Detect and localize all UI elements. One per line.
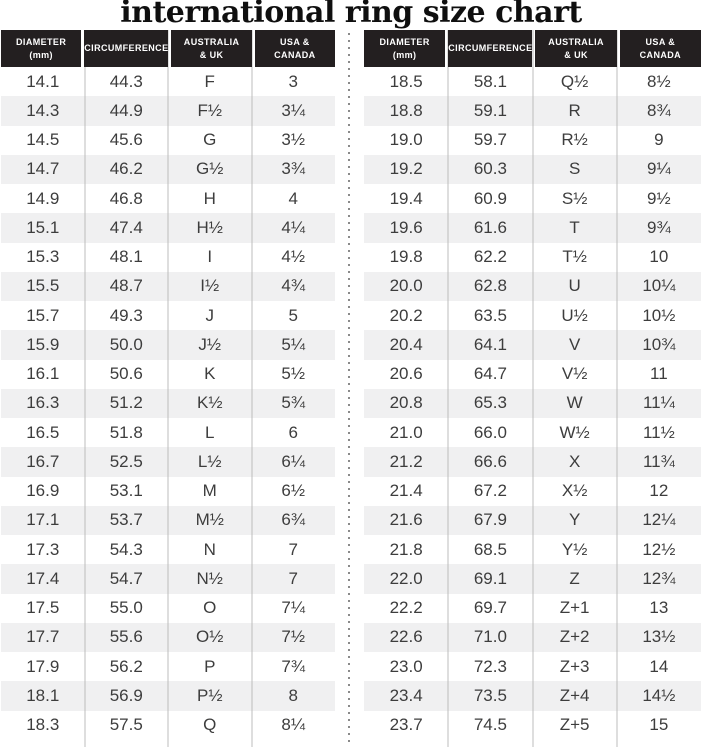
cell-diameter_mm: 21.8 — [389, 539, 423, 559]
cell-usa_canada: 4¾ — [281, 276, 306, 296]
cell-usa_canada: 14 — [649, 656, 669, 676]
cell-diameter_mm: 20.6 — [389, 364, 423, 384]
cell-diameter_mm: 21.2 — [389, 451, 423, 471]
page-title: international ring size chart — [120, 0, 582, 30]
cell-circumference: 56.9 — [109, 685, 143, 705]
cell-circumference: 50.0 — [109, 334, 143, 354]
cell-usa_canada: 12¼ — [642, 510, 676, 530]
cell-diameter_mm: 18.1 — [26, 685, 60, 705]
cell-diameter_mm: 21.0 — [389, 422, 423, 442]
cell-australia_uk: X — [568, 451, 581, 471]
cell-usa_canada: 13½ — [642, 627, 676, 647]
column-header-line: CANADA — [639, 49, 682, 60]
cell-australia_uk: H — [203, 188, 216, 208]
cell-diameter_mm: 19.6 — [389, 217, 423, 237]
cell-circumference: 53.7 — [109, 510, 143, 530]
cell-usa_canada: 5¾ — [281, 393, 306, 413]
cell-australia_uk: T½ — [562, 247, 587, 267]
cell-circumference: 51.8 — [109, 422, 143, 442]
cell-circumference: 51.2 — [109, 393, 143, 413]
cell-australia_uk: P — [204, 656, 216, 676]
column-header-line: CIRCUMFERENCE — [84, 43, 169, 54]
cell-usa_canada: 8 — [288, 685, 298, 705]
cell-circumference: 60.3 — [473, 159, 507, 179]
cell-diameter_mm: 19.4 — [389, 188, 423, 208]
cell-australia_uk: X½ — [561, 481, 588, 501]
cell-australia_uk: V — [568, 334, 581, 354]
cell-usa_canada: 10¼ — [642, 276, 676, 296]
cell-usa_canada: 9¾ — [647, 217, 671, 237]
cell-circumference: 67.9 — [473, 510, 507, 530]
cell-circumference: 58.1 — [473, 71, 507, 91]
cell-australia_uk: R — [568, 100, 581, 120]
cell-australia_uk: V½ — [561, 364, 588, 384]
column-header-circumference — [84, 30, 168, 67]
cell-usa_canada: 5 — [288, 305, 298, 325]
cell-australia_uk: Z — [569, 568, 580, 588]
column-header-line: AUSTRALIA — [183, 36, 240, 47]
cell-diameter_mm: 18.8 — [389, 100, 423, 120]
column-divider — [448, 30, 449, 747]
column-header-line: USA & — [280, 36, 310, 47]
cell-usa_canada: 4¼ — [281, 217, 306, 237]
cell-usa_canada: 4½ — [281, 247, 306, 267]
cell-usa_canada: 5½ — [281, 364, 306, 384]
cell-diameter_mm: 22.6 — [389, 627, 423, 647]
cell-diameter_mm: 18.5 — [389, 71, 423, 91]
cell-circumference: 59.7 — [473, 130, 507, 150]
cell-diameter_mm: 20.2 — [389, 305, 423, 325]
cell-circumference: 67.2 — [473, 481, 507, 501]
cell-diameter_mm: 14.5 — [26, 130, 60, 150]
cell-circumference: 52.5 — [109, 451, 143, 471]
cell-australia_uk: I½ — [200, 276, 220, 296]
cell-australia_uk: M½ — [195, 510, 224, 530]
column-header-australia_uk — [535, 30, 616, 67]
cell-usa_canada: 10 — [649, 247, 669, 267]
cell-circumference: 59.1 — [473, 100, 507, 120]
cell-australia_uk: N — [203, 539, 216, 559]
cell-australia_uk: W½ — [559, 422, 590, 442]
cell-usa_canada: 12 — [649, 481, 669, 501]
cell-usa_canada: 7¼ — [281, 598, 306, 618]
cell-circumference: 62.8 — [473, 276, 507, 296]
column-header-usa_canada — [620, 30, 701, 67]
cell-australia_uk: Y — [568, 510, 581, 530]
column-header-line: CANADA — [274, 49, 316, 60]
cell-circumference: 53.1 — [109, 481, 143, 501]
cell-diameter_mm: 17.1 — [26, 510, 60, 530]
column-header-diameter_mm — [1, 30, 81, 67]
cell-circumference: 63.5 — [473, 305, 507, 325]
cell-australia_uk: Z+5 — [559, 715, 590, 735]
table-header — [364, 30, 701, 67]
cell-usa_canada: 6 — [288, 422, 298, 442]
cell-australia_uk: U — [568, 276, 581, 296]
cell-australia_uk: K — [204, 364, 216, 384]
cell-diameter_mm: 18.3 — [26, 715, 60, 735]
cell-usa_canada: 7 — [288, 539, 298, 559]
cell-circumference: 57.5 — [109, 715, 143, 735]
cell-australia_uk: G — [203, 130, 217, 150]
cell-australia_uk: F½ — [197, 100, 223, 120]
cell-diameter_mm: 15.9 — [26, 334, 60, 354]
cell-usa_canada: 12½ — [642, 539, 676, 559]
cell-usa_canada: 13 — [649, 598, 669, 618]
cell-usa_canada: 3¼ — [281, 100, 306, 120]
cell-diameter_mm: 17.9 — [26, 656, 60, 676]
cell-diameter_mm: 20.0 — [389, 276, 423, 296]
cell-diameter_mm: 21.6 — [389, 510, 423, 530]
cell-diameter_mm: 17.4 — [26, 568, 60, 588]
cell-circumference: 74.5 — [473, 715, 507, 735]
cell-circumference: 60.9 — [473, 188, 507, 208]
cell-australia_uk: L½ — [197, 451, 222, 471]
cell-circumference: 65.3 — [473, 393, 507, 413]
column-header-usa_canada — [255, 30, 335, 67]
ring-size-table-left — [1, 30, 335, 747]
cell-circumference: 55.0 — [109, 598, 143, 618]
cell-australia_uk: Z+4 — [559, 685, 590, 705]
cell-australia_uk: K½ — [196, 393, 223, 413]
cell-australia_uk: O — [203, 598, 217, 618]
cell-circumference: 45.6 — [109, 130, 143, 150]
cell-usa_canada: 9 — [654, 130, 664, 150]
cell-circumference: 54.7 — [109, 568, 143, 588]
cell-australia_uk: O½ — [196, 627, 224, 647]
cell-usa_canada: 10¾ — [642, 334, 676, 354]
cell-diameter_mm: 14.9 — [26, 188, 60, 208]
cell-usa_canada: 5¼ — [281, 334, 306, 354]
cell-usa_canada: 6¾ — [281, 510, 306, 530]
cell-diameter_mm: 22.0 — [389, 568, 423, 588]
column-header-line: (mm) — [29, 49, 53, 60]
cell-usa_canada: 15 — [649, 715, 669, 735]
column-header-line: & UK — [564, 49, 588, 60]
cell-circumference: 49.3 — [109, 305, 143, 325]
cell-usa_canada: 6½ — [281, 481, 306, 501]
cell-usa_canada: 7 — [288, 568, 298, 588]
cell-diameter_mm: 19.0 — [389, 130, 423, 150]
cell-usa_canada: 8¾ — [647, 100, 671, 120]
cell-diameter_mm: 19.8 — [389, 247, 423, 267]
cell-usa_canada: 3¾ — [281, 159, 306, 179]
column-header-line: DIAMETER — [379, 36, 430, 47]
cell-usa_canada: 7½ — [281, 627, 306, 647]
cell-circumference: 68.5 — [473, 539, 507, 559]
cell-circumference: 66.0 — [473, 422, 507, 442]
cell-diameter_mm: 17.3 — [26, 539, 60, 559]
column-header-line: DIAMETER — [16, 36, 67, 47]
cell-circumference: 47.4 — [109, 217, 143, 237]
ring-size-table-right — [364, 30, 701, 747]
cell-usa_canada: 11½ — [642, 422, 675, 442]
cell-circumference: 48.1 — [109, 247, 143, 267]
cell-diameter_mm: 15.7 — [26, 305, 60, 325]
cell-circumference: 48.7 — [109, 276, 143, 296]
cell-diameter_mm: 17.7 — [26, 627, 60, 647]
cell-australia_uk: F — [204, 71, 215, 91]
cell-diameter_mm: 20.4 — [389, 334, 423, 354]
cell-australia_uk: Q½ — [560, 71, 589, 91]
column-divider — [616, 30, 617, 747]
cell-australia_uk: S — [568, 159, 581, 179]
cell-circumference: 64.1 — [473, 334, 507, 354]
cell-usa_canada: 6¼ — [281, 451, 306, 471]
cell-australia_uk: Z+3 — [559, 656, 590, 676]
cell-circumference: 54.3 — [109, 539, 143, 559]
cell-australia_uk: Q — [203, 715, 217, 735]
cell-circumference: 55.6 — [109, 627, 143, 647]
cell-diameter_mm: 14.1 — [26, 71, 60, 91]
cell-usa_canada: 3 — [288, 71, 298, 91]
cell-australia_uk: P½ — [196, 685, 223, 705]
cell-usa_canada: 12¾ — [642, 568, 676, 588]
cell-circumference: 73.5 — [473, 685, 507, 705]
cell-diameter_mm: 14.7 — [26, 159, 60, 179]
cell-australia_uk: G½ — [196, 159, 224, 179]
cell-diameter_mm: 19.2 — [389, 159, 423, 179]
cell-diameter_mm: 20.8 — [389, 393, 423, 413]
column-header-diameter_mm — [364, 30, 445, 67]
cell-australia_uk: M — [202, 481, 217, 501]
cell-circumference: 72.3 — [473, 656, 507, 676]
cell-circumference: 71.0 — [473, 627, 507, 647]
column-header-line: CIRCUMFERENCE — [448, 43, 533, 54]
cell-diameter_mm: 16.9 — [26, 481, 60, 501]
cell-usa_canada: 3½ — [281, 130, 306, 150]
cell-diameter_mm: 14.3 — [26, 100, 60, 120]
cell-diameter_mm: 16.7 — [26, 451, 60, 471]
cell-usa_canada: 11¼ — [642, 393, 675, 413]
cell-usa_canada: 4 — [288, 188, 298, 208]
cell-usa_canada: 10½ — [642, 305, 676, 325]
column-divider — [532, 30, 533, 747]
cell-australia_uk: N½ — [196, 568, 223, 588]
cell-australia_uk: Y½ — [561, 539, 588, 559]
cell-diameter_mm: 15.1 — [26, 217, 60, 237]
column-header-line: AUSTRALIA — [548, 36, 604, 47]
cell-circumference: 64.7 — [473, 364, 507, 384]
column-header-circumference — [448, 30, 532, 67]
cell-circumference: 56.2 — [109, 656, 143, 676]
cell-circumference: 46.2 — [109, 159, 143, 179]
column-header-line: (mm) — [392, 49, 417, 60]
cell-diameter_mm: 23.7 — [389, 715, 423, 735]
cell-circumference: 44.9 — [109, 100, 143, 120]
column-header-australia_uk — [171, 30, 251, 67]
dotted-divider — [348, 33, 350, 747]
cell-australia_uk: L — [205, 422, 215, 442]
table-header — [1, 30, 335, 67]
cell-australia_uk: W — [566, 393, 583, 413]
column-divider — [251, 30, 252, 747]
cell-usa_canada: 8½ — [647, 71, 671, 91]
cell-australia_uk: U½ — [561, 305, 588, 325]
cell-diameter_mm: 21.4 — [389, 481, 423, 501]
cell-usa_canada: 14½ — [642, 685, 676, 705]
cell-diameter_mm: 16.5 — [26, 422, 60, 442]
cell-usa_canada: 7¾ — [281, 656, 306, 676]
cell-australia_uk: Z+1 — [559, 598, 590, 618]
cell-usa_canada: 11¾ — [642, 451, 675, 471]
cell-diameter_mm: 16.3 — [26, 393, 60, 413]
cell-australia_uk: H½ — [196, 217, 223, 237]
cell-circumference: 44.3 — [109, 71, 143, 91]
cell-diameter_mm: 23.0 — [389, 656, 423, 676]
cell-usa_canada: 9½ — [647, 188, 671, 208]
cell-australia_uk: R½ — [561, 130, 588, 150]
column-header-line: & UK — [199, 49, 224, 60]
column-header-line: USA & — [645, 36, 676, 47]
cell-circumference: 46.8 — [109, 188, 143, 208]
cell-circumference: 69.7 — [473, 598, 507, 618]
cell-circumference: 69.1 — [473, 568, 507, 588]
cell-diameter_mm: 15.3 — [26, 247, 60, 267]
cell-australia_uk: Z+2 — [559, 627, 590, 647]
cell-diameter_mm: 17.5 — [26, 598, 60, 618]
cell-usa_canada: 9¼ — [647, 159, 671, 179]
cell-diameter_mm: 16.1 — [26, 364, 60, 384]
cell-circumference: 50.6 — [109, 364, 143, 384]
cell-australia_uk: T — [569, 217, 580, 237]
cell-australia_uk: J½ — [198, 334, 222, 354]
cell-circumference: 66.6 — [473, 451, 507, 471]
cell-usa_canada: 8¼ — [281, 715, 306, 735]
column-divider — [84, 30, 85, 747]
cell-circumference: 62.2 — [473, 247, 507, 267]
cell-australia_uk: J — [205, 305, 214, 325]
cell-australia_uk: I — [207, 247, 213, 267]
cell-diameter_mm: 22.2 — [389, 598, 423, 618]
column-divider — [168, 30, 169, 747]
cell-circumference: 61.6 — [473, 217, 507, 237]
cell-diameter_mm: 23.4 — [389, 685, 423, 705]
cell-diameter_mm: 15.5 — [26, 276, 60, 296]
cell-usa_canada: 11 — [650, 364, 668, 384]
cell-australia_uk: S½ — [561, 188, 588, 208]
